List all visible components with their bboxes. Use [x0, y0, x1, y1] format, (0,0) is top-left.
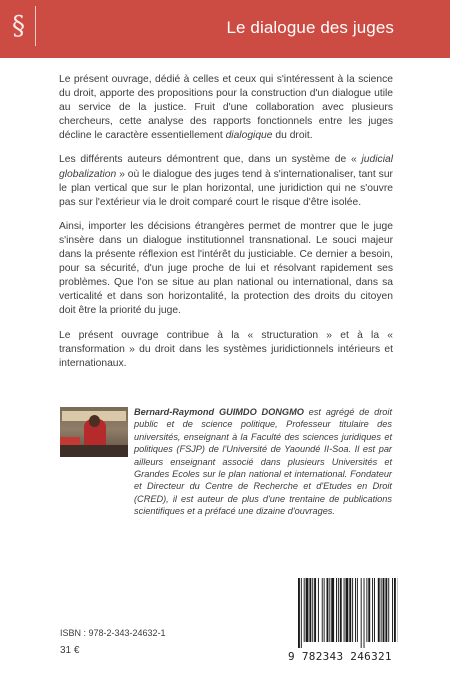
- paragraph-3: [59, 220, 393, 319]
- barcode-bar: [364, 578, 365, 648]
- barcode-bar: [338, 578, 339, 642]
- barcode-bar: [336, 578, 337, 642]
- barcode-bar: [378, 578, 380, 642]
- author-name: Bernard-Raymond GUIMDO DONGMO: [134, 407, 304, 417]
- barcode-bar: [388, 578, 389, 642]
- barcode-bar: [324, 578, 325, 642]
- paragraph-run: judicial globalization: [59, 154, 393, 180]
- barcode-bar: [381, 578, 382, 642]
- barcode-bar: [344, 578, 345, 642]
- back-cover-text: [59, 73, 393, 381]
- barcode-bar: [301, 578, 302, 648]
- paragraph-run: Le présent ouvrage, dédié à celles et ceux qui s'intéressent à la science du droit, apporte des propositions pour la construction d'un dialogue utile au service de la justice. Fruit d'une collaboration avec plusieurs chercheurs, cette analyse des rapports fonctionnels entre les juges décline le caractère essentiellement: [59, 74, 393, 142]
- paragraph-run: » où le dialogue des juges tend à s'internationaliser, tant sur le plan vertical que sur le plan horizontal, une juridiction qui ne s'ouvre pas sur l'extérieur via le droit comparé court le risque d'être isolée.: [59, 168, 393, 208]
- isbn-label: ISBN : 978-2-343-24632-1: [60, 628, 166, 638]
- paragraph-4: [59, 329, 393, 371]
- paragraph-run: Le présent ouvrage contribue à la « structuration » et à la « transformation » du droit dans les systèmes juridictionnels intérieurs et internationaux.: [59, 329, 393, 369]
- section-sign-logo: §: [12, 6, 36, 46]
- header-band: [0, 0, 450, 58]
- barcode-bar: [361, 578, 362, 648]
- barcode-bar: [383, 578, 385, 642]
- author-photo: [60, 407, 128, 457]
- barcode-bar: [331, 578, 334, 642]
- paragraph-run: dialogique: [225, 130, 273, 142]
- barcode-bar: [349, 578, 351, 642]
- barcode-bar: [327, 578, 329, 642]
- barcode-number: 9 782343 246321: [288, 650, 392, 663]
- barcode-bar: [357, 578, 358, 642]
- barcode-bar: [318, 578, 319, 642]
- barcode: [288, 576, 398, 664]
- barcode-bar: [368, 578, 370, 642]
- barcode-bar: [394, 578, 396, 642]
- barcode-bar: [314, 578, 316, 642]
- barcode-bar: [352, 578, 353, 642]
- barcode-bar: [374, 578, 375, 642]
- paragraph-2: [59, 153, 393, 209]
- price-label: 31 €: [60, 645, 80, 656]
- barcode-bar: [366, 578, 367, 642]
- barcode-bar: [312, 578, 313, 642]
- barcode-bar: [298, 578, 300, 648]
- paragraph-run: Ainsi, importer les décisions étrangères permet de montrer que le juge s'insère dans un dialogue institutionnel transnational. Le souci majeur dans la présente réflexion est l'intérêt du justiciable. Ce dernier a besoin, pour sa sécurité, d'un juge proche de lui et résolvant rapidement ses problèmes. Que l'on se situe au plan national ou international, dans sa verticalité et dans son horizontalité, la protection des droits du citoyen doit être la priorité du juge.: [59, 220, 393, 317]
- barcode-bars: [288, 576, 398, 648]
- barcode-bar: [385, 578, 387, 642]
- barcode-bar: [329, 578, 330, 642]
- barcode-bar: [304, 578, 305, 642]
- barcode-bar: [392, 578, 393, 642]
- barcode-bar: [346, 578, 349, 642]
- author-bio: [134, 406, 392, 518]
- series-title: Le dialogue des juges: [226, 18, 394, 37]
- paragraph-run: du droit.: [272, 130, 313, 142]
- barcode-bar: [322, 578, 323, 642]
- barcode-bar: [309, 578, 311, 642]
- barcode-bar: [340, 578, 342, 642]
- paragraph-1: [59, 73, 393, 143]
- paragraph-run: Les différents auteurs démontrent que, dans un système de «: [59, 154, 362, 166]
- author-bio-text: est agrégé de droit public et de science politique, Professeur titulaire des universités, enseignant à la Faculté des sciences juridiques et politiques (FSJP) de l'Université de Yaoundé II-Soa. Il est par ailleurs enseignant associé dans plusieurs Universités et Grandes Ecoles sur le plan national et international. Fondateur et Directeur du Centre de Recherche et d'Etudes en Droit (CRED), il est auteur de plus d'une trentaine de publications scientifiques et a préfacé une dizaine d'ouvrages.: [134, 407, 392, 517]
- barcode-bar: [306, 578, 309, 642]
- barcode-bar: [372, 578, 373, 642]
- barcode-bar: [355, 578, 356, 642]
